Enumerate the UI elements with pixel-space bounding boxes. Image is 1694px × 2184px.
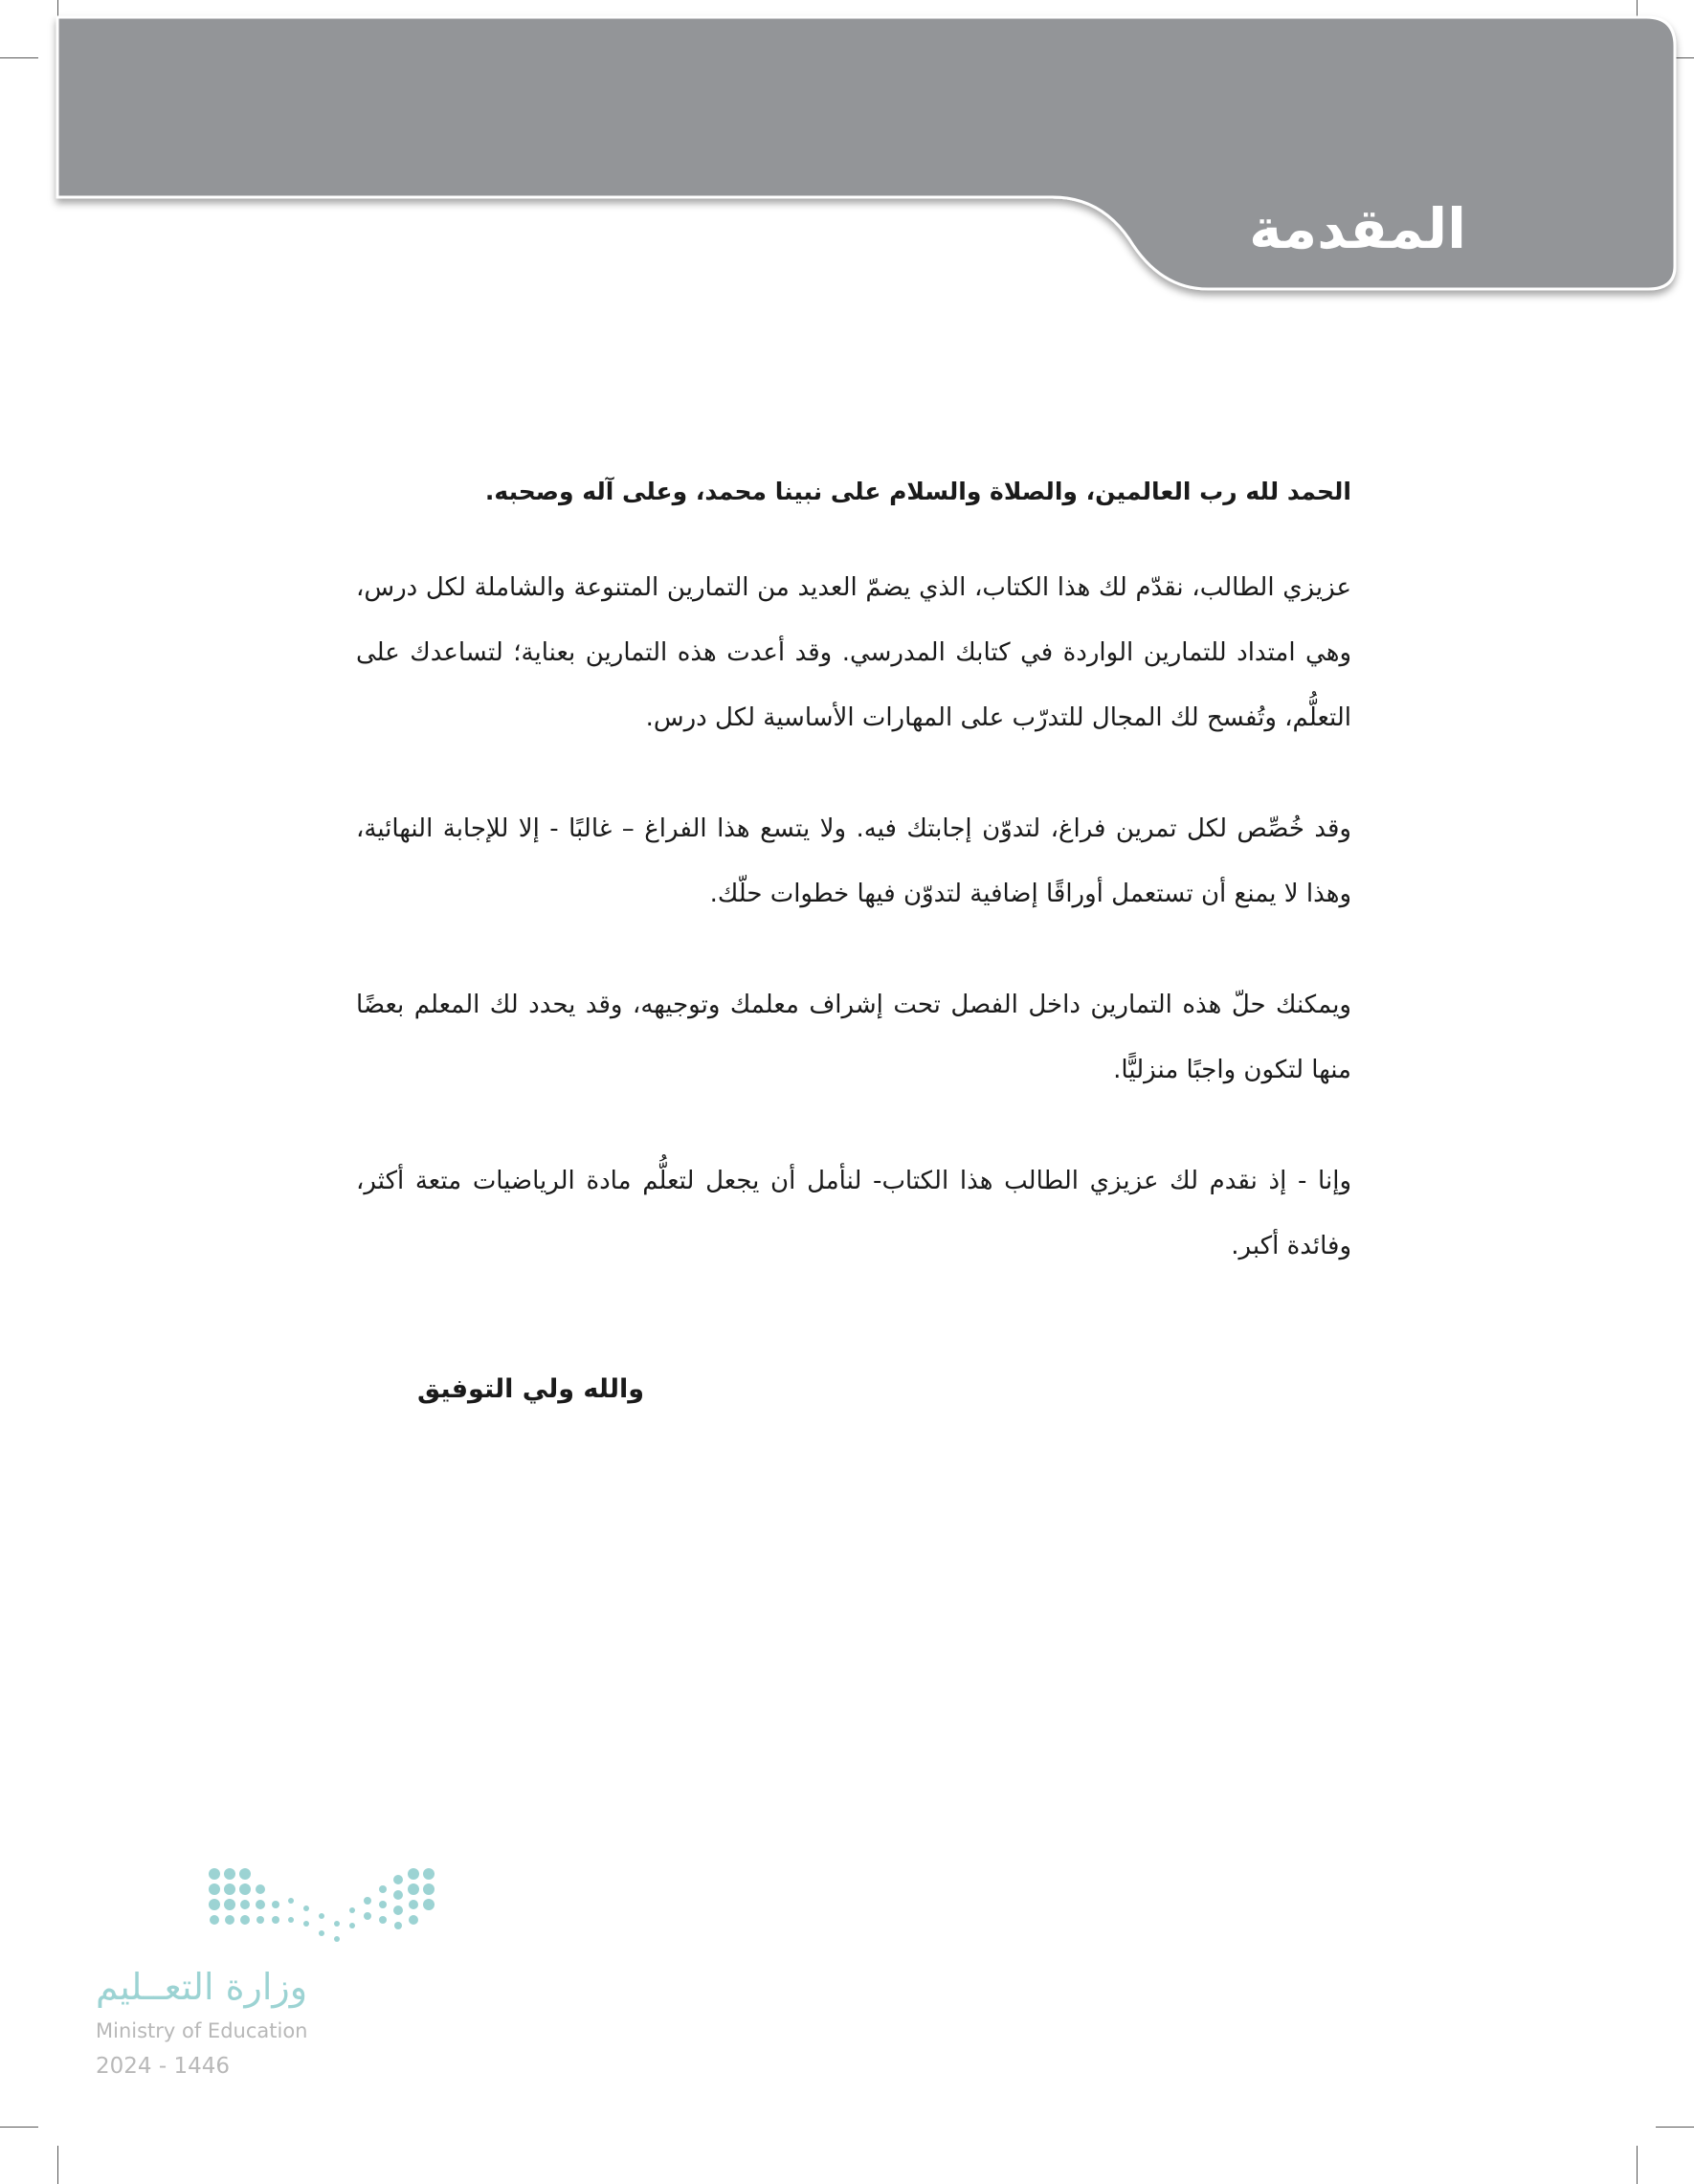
ministry-logo: [92, 1866, 456, 2096]
opening-greeting: الحمد لله رب العالمين، والصلاة والسلام على نبينا محمد، وعلى آله وصحبه.: [484, 478, 1351, 505]
logo-english-name: Ministry of Education: [96, 2019, 308, 2042]
crop-mark: [0, 2127, 38, 2128]
crop-mark: [1637, 2146, 1638, 2184]
paragraph: ويمكنك حلّ هذه التمارين داخل الفصل تحت إشراف معلمك وتوجيهه، وقد يحدد لك المعلم بعضًا منها لتكون واجبًا منزليًّا.: [356, 991, 1351, 1084]
closing-line: والله ولي التوفيق: [417, 1374, 644, 1404]
crop-mark: [57, 2146, 58, 2184]
introduction-body: [356, 469, 1351, 1325]
crop-mark: [1656, 2127, 1694, 2128]
paragraph: عزيزي الطالب، نقدّم لك هذا الكتاب، الذي يضمّ العديد من التمارين المتنوعة والشاملة لكل درس، وهي امتداد للتمارين الواردة في كتابك المدرسي. وقد أعدت هذه التمارين بعناية؛ لتساعدك على التعلُّم، وتُفسح لك المجال للتدرّب على المهارات الأساسية لكل درس.: [356, 573, 1351, 732]
page-title: المقدمة: [1249, 196, 1466, 261]
logo-year: 2024 - 1446: [96, 2054, 230, 2079]
logo-dots-icon: [207, 1866, 446, 1952]
logo-arabic-name: وزارة التعــليم: [96, 1966, 308, 2008]
paragraph: وقد خُصِّص لكل تمرين فراغ، لتدوّن إجابتك فيه. ولا يتسع هذا الفراغ – غالبًا - إلا للإجابة النهائية، وهذا لا يمنع أن تستعمل أوراقًا إضافية لتدوّن فيها خطوات حلّك.: [356, 814, 1351, 908]
paragraph: وإنا - إذ نقدم لك عزيزي الطالب هذا الكتاب- لنأمل أن يجعل لتعلُّم مادة الرياضيات متعة أكثر، وفائدة أكبر.: [356, 1167, 1351, 1260]
